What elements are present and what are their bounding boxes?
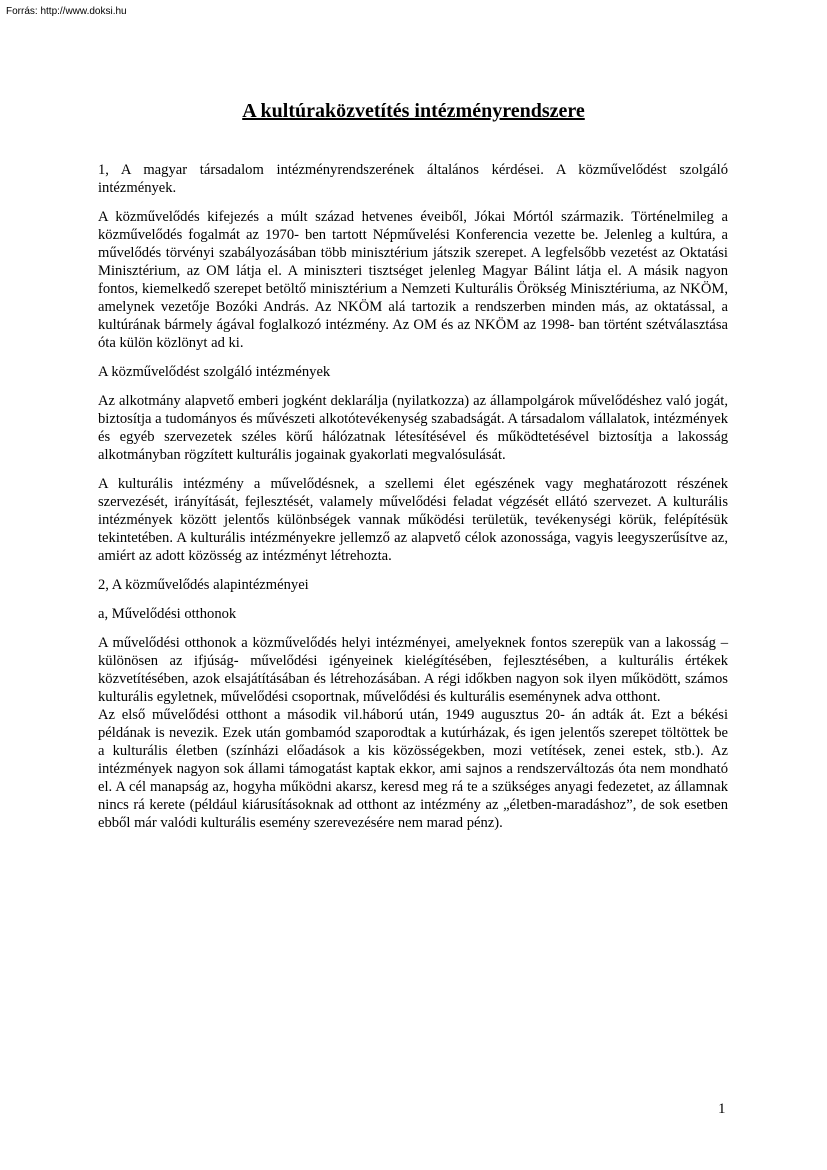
section-heading-2: 2, A közművelődés alapintézményei bbox=[98, 577, 309, 593]
paragraph-constitution: Az alkotmány alapvető emberi jogként deklarálja (nyilatkozza) az állampolgárok művelődéshez való jogát, biztosítja a tudományos és művészeti alkotótevékenység szabadságát. A társadalom vállalatok, intézmények és egyéb szervezetek széles körű hálózatnak létesítésével és működtetésével biztosítja a lakosság alkotmányban rögzített kulturális jogainak gyakorlati megvalósulását. bbox=[98, 393, 728, 463]
section-heading-1: 1, A magyar társadalom intézményrendszerének általános kérdései. A közművelődést szolgáló intézmények. bbox=[98, 162, 728, 196]
paragraph-cultural-homes: A művelődési otthonok a közművelődés helyi intézményei, amelyeknek fontos szerepük van a lakosság – különösen az ifjúság- művelődési igényeinek kielégítésében, fejlesztésében, a kulturális értékek közvetítésében, azok elsajátításában és létrehozásában. A régi időkben nagyon sok ilyen működött, számos kulturális egyletnek, művelődési csoportnak, művelődési és kulturális eseménynek adva otthont. bbox=[98, 635, 728, 705]
paragraph-cultural-institution: A kulturális intézmény a művelődésnek, a szellemi élet egészének vagy meghatározott részének szervezését, irányítását, fejlesztését, valamely művelődési feladat végzését ellátó szervezet. A kulturális intézmények között jelentős különbségek vannak működési területük, tevékenységi körük, felépítésük tekintetében. A kulturális intézményekre jellemző az alapvető célok azonossága, vagyis leegyszerűsítve az, amiért az adott közösség az intézményt létrehozta. bbox=[98, 476, 728, 564]
page-number: 1 bbox=[718, 1101, 726, 1117]
paragraph-first-cultural-home: Az első művelődési otthont a második vil.háború után, 1949 augusztus 20- án adták át. Ezt a békési példának is nevezik. Ezek után gombamód szaporodtak a kutúrházak, és igen jelentős szerepet töltöttek be a kulturális életben (színházi előadások a kis közösségekben, mozi vetítések, zenei estek, stb.). Az intézmények nagyon sok állami támogatást kaptak ekkor, ami sajnos a rendszerváltozás óta nem mondható el. A cél manapság az, hogyha működni akarsz, keresd meg rá te a szükséges anyagi fedezetet, az államnak nincs rá kerete (például kiárusításoknak ad otthont az intézmény az „életben-maradáshoz”, de sok esetben ebből már valódi kulturális esemény szerevezésére nem marad pénz). bbox=[98, 707, 728, 831]
document-title: A kultúraközvetítés intézményrendszere bbox=[242, 100, 585, 122]
subheading-institutions: A közművelődést szolgáló intézmények bbox=[98, 364, 331, 380]
paragraph-kozmuveles-history: A közművelődés kifejezés a múlt század hetvenes éveiből, Jókai Mórtól származik. Történelmileg a közművelődés fogalmát az 1970- ben tartott Népművelési Konferencia vezette be. Jelenleg a kultúra, a művelődés törvényi szabályozásában több minisztérium játszik szerepet. A legfelsőbb vezetést az Oktatási Minisztérium, az OM látja el. A miniszteri tisztséget jelenleg Magyar Bálint látja el. A másik nagyon fontos, kiemelkedő szerepet betöltő minisztérium a Nemzeti Kulturális Örökség Minisztériuma, az NKÖM, amelynek vezetője Bozóki András. Az NKÖM alá tartozik a rendszerben minden más, az oktatással, a kultúrának bármely ágával foglalkozó intézmény. Az OM és az NKÖM az 1998- ban történt szétválasztása óta külön közlönyt ad ki. bbox=[98, 209, 728, 351]
subheading-cultural-homes: a, Művelődési otthonok bbox=[98, 606, 237, 622]
source-note: Forrás: http://www.doksi.hu bbox=[6, 6, 127, 17]
document-body bbox=[98, 161, 728, 843]
